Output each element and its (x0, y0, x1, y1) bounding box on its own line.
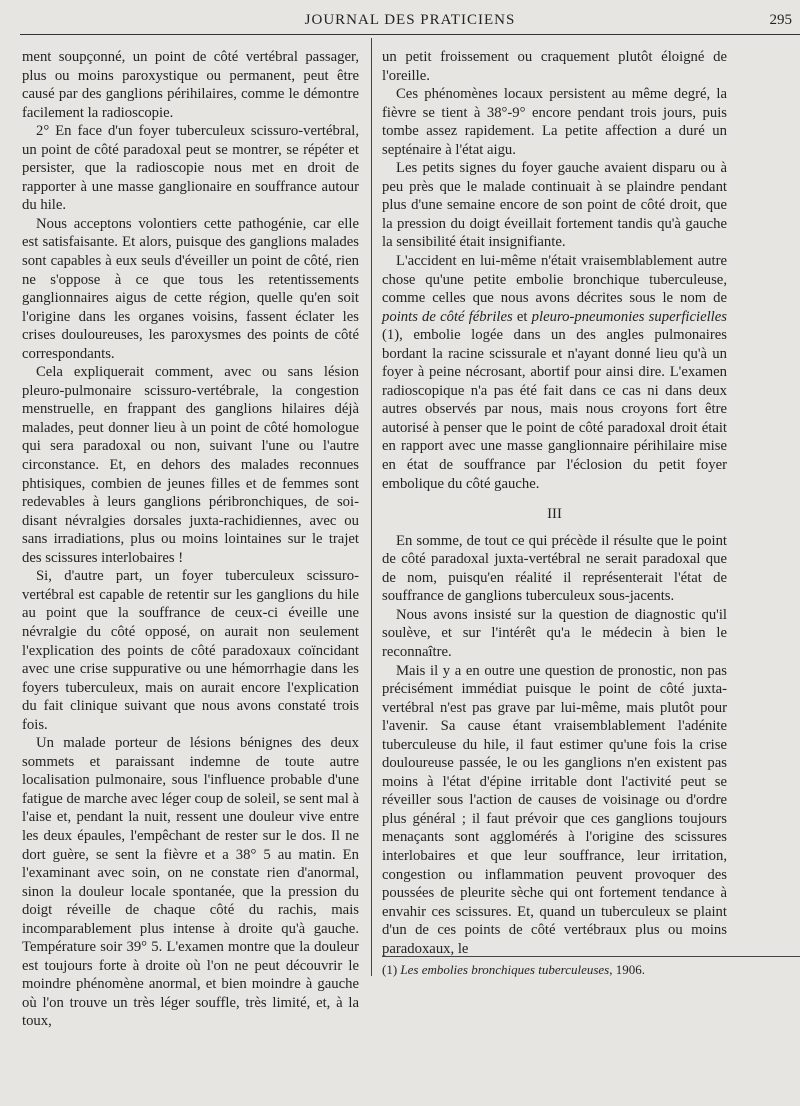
paragraph: un petit froissement ou craquement plutôt éloigné de l'oreille. (382, 49, 727, 84)
column-divider (371, 38, 372, 976)
paragraph: 2° En face d'un foyer tuberculeux scissuro-vertébral, un point de côté paradoxal peut se montrer, se répéter et persister, que la radioscopie nous met en droit de rapporter à une masse ganglionaire en souffrance autour du hile. (22, 123, 359, 214)
italic-term: points de côté fébriles (382, 308, 513, 325)
footnote-rule (382, 956, 800, 957)
paragraph: Un malade porteur de lésions bénignes des deux sommets et paraissant indemne de toute autre localisation pulmonaire, sous l'influence probable d'une fatigue de marche avec léger coup de soleil, se sent mal à l'aise et, pendant la nuit, ressent une douleur vive entre les deux épaules, l'empêchant de rester sur le dos. Il ne dort guère, se sent la fièvre et a 38° 5 au matin. En l'examinant avec soin, on ne constate rien d'anormal, sinon la douleur locale spontanée, que la pression du doigt réveille de chaque côté du rachis, mais incomparablement plus intense à droite qu'à gauche. Température soir 39° 5. L'examen montre que la douleur est toujours forte à droite où l'on ne peut découvrir le moindre phénomène anormal, et bien moindre à gauche où l'on trouve un très léger souffle, très limité, et, à la toux, (22, 735, 359, 1030)
page-number: 295 (769, 12, 792, 28)
paragraph: Cela expliquerait comment, avec ou sans lésion pleuro-pulmonaire scissuro-vertébrale, la congestion menstruelle, en frappant des ganglions hilaires déjà malades, peut donner lieu à un point de côté homologue qui sera paradoxal ou non, suivant l'une ou l'autre circonstance. Et, en dehors des malades reconnues phtisiques, combien de jeunes filles et de femmes sont redevables à leurs ganglions péribronchiques, de soi-disant névralgies dorsales juxta-rachidiennes, avec ou sans irradiations, plus ou moins lointaines sur le trajet des scissures interlobaires ! (22, 364, 359, 566)
footnote-title: Les embolies bronchiques tuberculeuses (400, 962, 610, 977)
footnote (382, 962, 800, 978)
text-run: L'accident en lui-même n'était vraisemblablement autre chose qu'une petite embolie bronchique tuberculeuse, comme celles que nous avons décrites sous le nom de (382, 253, 727, 307)
header-rule (20, 34, 800, 35)
left-column (22, 48, 359, 1031)
journal-title: JOURNAL DES PRATICIENS (304, 12, 516, 28)
paragraph: Ces phénomènes locaux persistent au même degré, la fièvre se tient à 38°-9° encore pendant trois jours, puis tombe assez rapidement. La petite affection a duré un septénaire à l'état aigu. (382, 86, 727, 158)
right-column (382, 48, 727, 958)
text-run: et (512, 308, 532, 325)
paragraph: Nous avons insisté sur la question de diagnostic qu'il soulève, et sur l'intérêt qu'a le médecin à bien le reconnaître. (382, 606, 727, 660)
paragraph: Si, d'autre part, un foyer tuberculeux scissuro-vertébral est capable de retentir sur les ganglions du hile au point que la souffrance de ceux-ci éveille une névralgie du côté opposé, on aurait non seulement l'explication des points de côté paradoxaux coïncidant avec une crise suppurative ou une hémorrhagie dans les foyers tuberculeux, mais on aurait encore l'explication du fait clinique suivant que nous avons constaté trois fois. (22, 568, 359, 733)
paragraph: Mais il y a en outre une question de pronostic, non pas précisément immédiat puisque le point de côté juxta-vertébral n'est pas grave par lui-même, mais plutôt pour l'avenir. Sa cause étant vraisemblablement l'adénite tuberculeuse du hile, il faut estimer qu'une fois la crise douloureuse passée, le ou les ganglions n'en existent pas moins à l'état d'épine irritable dont l'activité peut se réveiller sous l'action de causes de voisinage ou d'ordre plus général ; il faut prévoir que ces ganglions toujours menaçants sont agglomérés à l'origine des scissures interlobaires et que leur souffrance, leur irritation, congestion ou inflammation peuvent provoquer des poussées de pleurite sèche qui ont fortement tendance à envahir ces scissures. Et, quand un tuberculeux se plaint d'un de ces points de côté vertébraux plus ou moins paradoxaux, le (382, 662, 727, 957)
paragraph: Nous acceptons volontiers cette pathogénie, car elle est satisfaisante. Et alors, puisque des ganglions malades sont capables à eux seuls d'éveiller un point de côté, rien ne s'oppose à ce que tous les retentissements ganglionnaires aigus de cette région, quelle qu'en soit l'origine dans les organes voisins, fassent éclater les crises douloureuses, les paroxysmes des points de côté correspondants. (22, 215, 359, 362)
paragraph: Les petits signes du foyer gauche avaient disparu ou à peu près que le malade continuait à se plaindre pendant plus d'une semaine encore de son point de côté droit, que la pression du doigt éveillait fortement tandis qu'à gauche la sensibilité était insignifiante. (382, 160, 727, 251)
section-heading: III (547, 506, 562, 523)
paragraph (382, 252, 727, 493)
running-header (20, 8, 800, 34)
italic-term: pleuro-pneumonies superficielles (531, 308, 727, 325)
paragraph: En somme, de tout ce qui précède il résulte que le point de côté paradoxal juxta-vertébral ne serait paradoxal que de nom, puisqu'en réalité il représenterait l'état de souffrance de ganglions tuberculeux sous-jacents. (382, 532, 727, 605)
footnote-year: , 1906. (609, 962, 645, 977)
text-run: (1), embolie logée dans un des angles pulmonaires bordant la racine scissurale et n'ayant donné lieu qu'à un foyer à peine nécrosant, abortif pour ainsi dire. L'examen radioscopique n'a pas été fait dans ce cas ni dans deux autres observés par nous, mais nous croyons fort être autorisé à penser que le point de côté paradoxal droit était en rapport avec une masse ganglionnaire périhilaire mise en état de souffrance par l'éclosion du petit foyer embolique du côté gauche. (382, 327, 727, 492)
footnote-marker: (1) (382, 962, 401, 977)
paragraph: ment soupçonné, un point de côté vertébral passager, plus ou moins paroxystique ou permanent, peut être causé par des ganglions périhilaires, comme le démontre facilement la radioscopie. (22, 49, 359, 121)
